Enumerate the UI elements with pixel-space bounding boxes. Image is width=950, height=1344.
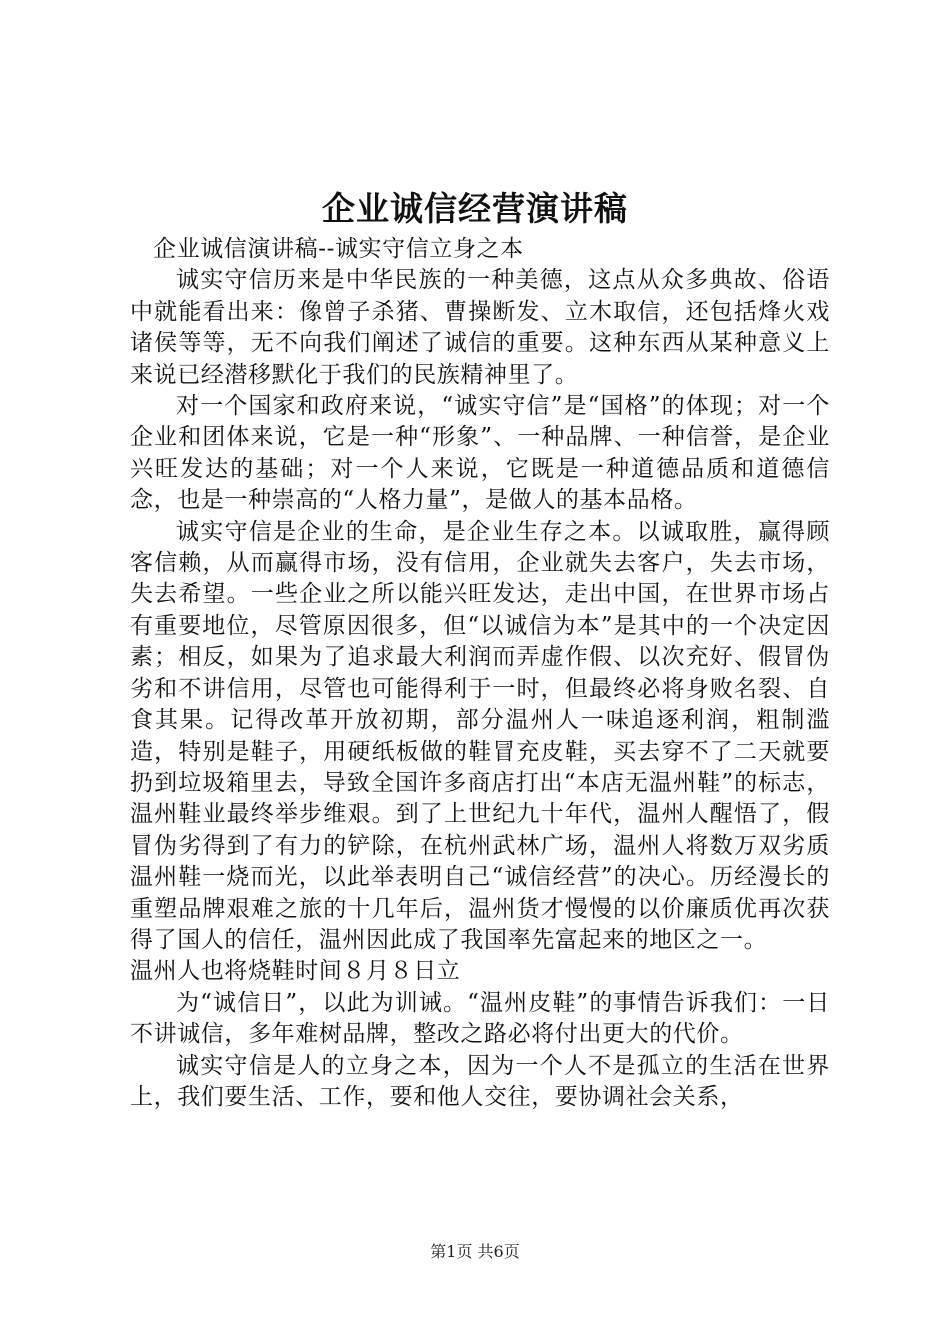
paragraph-5: 诚实守信是人的立身之本，因为一个人不是孤立的生活在世界上，我们要生活、工作，要和他人交往，要协调社会关系，: [130, 1052, 830, 1110]
paragraph-4: 为“诚信日”，以此为训诫。“温州皮鞋”的事情告诉我们：一日不讲诚信，多年难树品牌，整改之路必将付出更大的代价。: [130, 989, 830, 1048]
paragraph-1: 诚实守信历来是中华民族的一种美德，这点从众多典故、俗语中就能看出来：像曾子杀猪、曹操断发、立木取信，还包括烽火戏诸侯等等，无不向我们阐述了诚信的重要。这种东西从某种意义上来说已经潜移默化于我们的民族精神里了。: [130, 267, 830, 388]
document-body: [130, 234, 830, 1113]
document-title: 企业诚信经营演讲稿: [322, 189, 628, 228]
paragraph-3-continuation: 温州人也将烧鞋时间８月８日立: [130, 958, 461, 985]
paragraph-3: 诚实守信是企业的生命，是企业生存之本。以诚取胜，赢得顾客信赖，从而赢得市场，没有信用，企业就失去客户，失去市场，失去希望。一些企业之所以能兴旺发达，走出中国，在世界市场占有重要地位，尽管原因很多，但“以诚信为本”是其中的一个决定因素；相反，如果为了追求最大利润而弄虚作假、以次充好、假冒伪劣和不讲信用，尽管也可能得利于一时，但最终必将身败名裂、自食其果。记得改革开放初期，部分温州人一味追逐利润，粗制滥造，特别是鞋子，用硬纸板做的鞋冒充皮鞋，买去穿不了二天就要扔到垃圾箱里去，导致全国许多商店打出“本店无温州鞋”的标志，温州鞋业最终举步维艰。到了上世纪九十年代，温州人醒悟了，假冒伪劣得到了有力的铲除，在杭州武林广场，温州人将数万双劣质温州鞋一烧而光，以此举表明自己“诚信经营”的决心。历经漫长的重塑品牌艰难之旅的十几年后，温州货才慢慢的以价廉质优再次获得了国人的信任，温州因此成了我国率先富起来的地区之一。: [130, 518, 830, 953]
paragraph-2: 对一个国家和政府来说，“诚实守信”是“国格”的体现；对一个企业和团体来说，它是一种“形象”、一种品牌、一种信誉，是企业兴旺发达的基础；对一个人来说，它既是一种道德品质和道德信念，也是一种崇高的“人格力量”，是做人的基本品格。: [130, 393, 830, 514]
page-number-footer: 第1页 共6页: [430, 1242, 520, 1261]
document-subtitle: 企业诚信演讲稿--诚实守信立身之本: [153, 236, 524, 262]
